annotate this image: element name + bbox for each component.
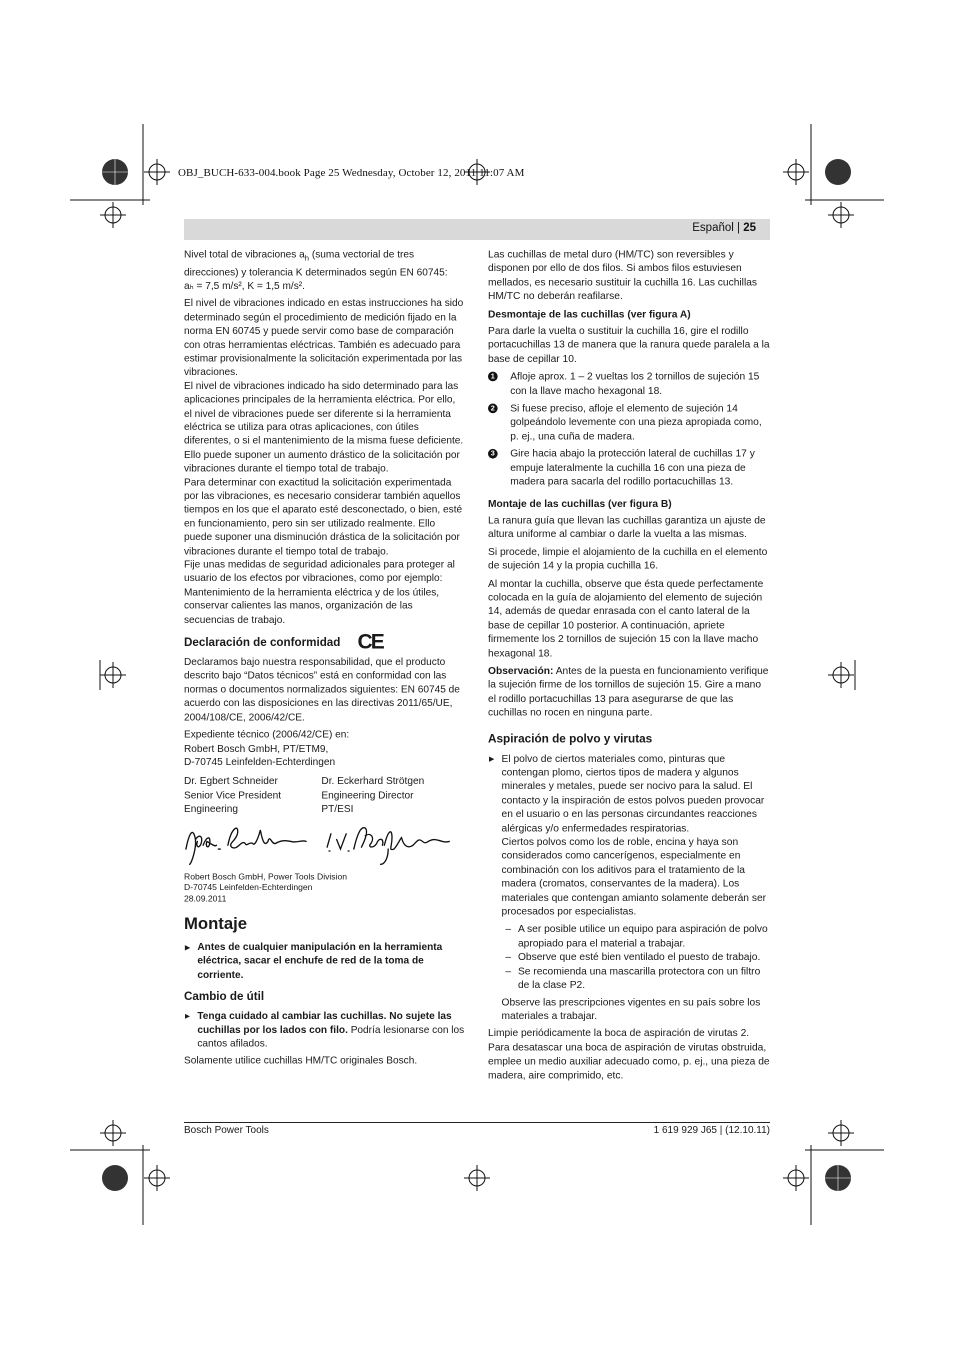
signatories	[184, 775, 466, 816]
footer-left: Bosch Power Tools	[184, 1125, 269, 1136]
declaration-paragraph: Declaramos bajo nuestra responsabilidad, que el producto descrito bajo “Datos técnicos” está en conformidad con las normas o documentos normalizados siguientes: EN 60745 de acuerdo con las disposiciones en las directivas 2011/65/UE, 2004/108/CE, 2006/42/CE.	[184, 656, 460, 723]
header-language: Español	[692, 222, 734, 234]
page-header	[692, 222, 756, 234]
declaration-heading: Declaración de conformidad CE	[184, 629, 383, 654]
step-2: 2 Si fuese preciso, afloje el elemento de sujeción 14 golpeándolo levemente con una pieza apropiada como, p. ej., una cuña de madera.	[488, 402, 770, 444]
montaje-warning: ▶ Antes de cualquier manipulación en la herramienta eléctrica, sacar el enchufe de red de la toma de corriente.	[184, 941, 466, 982]
blades-paragraph: Las cuchillas de metal duro (HM/TC) son reversibles y disponen por ello de dos filos. Si ambos filos estuviesen mellados, es necesario sustituir la cuchilla 16. Las cuchillas HM/TC no deberán reafilarse.	[488, 248, 758, 303]
step-1: 1 Afloje aprox. 1 – 2 vueltas los 2 tornillos de sujeción 15 con la llave macho hexagonal 18.	[488, 370, 770, 398]
dust-heading: Aspiración de polvo y virutas	[488, 731, 653, 746]
file-header: OBJ_BUCH-633-004.book Page 25 Wednesday, October 12, 2011 11:07 AM	[178, 167, 525, 179]
right-column	[488, 248, 770, 1086]
handwritten-signatures	[184, 820, 453, 866]
dust-dash-2: – Observe que esté bien ventilado el puesto de trabajo.	[488, 951, 770, 965]
dust-warning: ▶ El polvo de ciertos materiales como, pinturas que contengan plomo, ciertos tipos de madera y algunos minerales y metales, puede ser nocivo para la salud. El contacto y la inspiración de estos polvos pueden provocar en el usuario o en las personas circundantes reacciones alérgicas y/o enfermedades respiratorias.	[488, 752, 770, 835]
vibration-values: aₕ = 7,5 m/s², K = 1,5 m/s².	[184, 280, 305, 292]
vibration-paragraph-2: El nivel de vibraciones indicado en estas instrucciones ha sido determinado según el procedimiento de medición fijado en la norma EN 60745 y puede servir como base de comparación con otras herramientas eléctricas. También es adecuado para estimar provisionalmente la solicitación experimentada por las vibraciones.	[184, 297, 464, 379]
vibration-paragraph-5: Fije unas medidas de seguridad adicionales para proteger al usuario de los efectos por vibraciones, como por ejemplo: Mantenimiento de la herramienta eléctrica y de los útiles, conservar calientes las manos, organización de las secuencias de trabajo.	[184, 559, 455, 626]
company-block: Robert Bosch GmbH, Power Tools Division D-70745 Leinfelden-Echterdingen 28.09.2011	[184, 871, 348, 904]
header-separator: |	[733, 222, 744, 234]
mounting-paragraph-2: Si procede, limpie el alojamiento de la cuchilla en el elemento de sujeción 14 y la propia cuchilla 16.	[488, 546, 768, 572]
step-number: 2	[488, 404, 498, 414]
vibration-paragraph-1: Nivel total de vibraciones $a_h$ (suma vectorial de tres direcciones) y tolerancia K determinados según EN 60745: aₕ = 7,5 m/s², K = 1,5 m/s².	[184, 248, 448, 292]
vibration-paragraph-4: Para determinar con exactitud la solicitación experimentada por las vibraciones, es necesario considerar también aquellos tiempos en los que el aparato esté desconectado, o bien, esté en funcionamiento, pero sin ser utilizado realmente. Ello puede suponer una disminución drástica de la solicitación por vibraciones durante el tiempo total de trabajo.	[184, 476, 463, 557]
signatory-2: Dr. Eckerhard Strötgen Engineering Director PT/ESI	[321, 775, 425, 815]
mounting-heading: Montaje de las cuchillas (ver figura B)	[488, 497, 672, 510]
dust-dash-1: – A ser posible utilice un equipo para aspiración de polvo apropiado para el material a trabajar.	[488, 923, 770, 951]
removal-heading: Desmontaje de las cuchillas (ver figura A)	[488, 308, 691, 321]
ce-mark: CE	[357, 629, 383, 654]
signatory-1: Dr. Egbert Schneider Senior Vice President Engineering	[184, 775, 282, 815]
observation-paragraph: Observación: Antes de la puesta en funcionamiento verifique la sujeción firme de los tornillos de sujeción 15. Gire a mano el rodillo portacuchillas 13 para asegurarse de que las cuchillas no rocen en ninguna parte.	[488, 665, 769, 719]
left-column	[184, 248, 466, 1072]
dust-paragraph-2: Ciertos polvos como los de roble, encina y haya son considerados como cancerígenos, especialmente en combinación con los aditivos para el tratamiento de la madera (cromatos, conservantes de la madera). Los materiales que contengan amianto solamente deberán ser procesados por especialistas.	[501, 836, 767, 918]
removal-paragraph: Para darle la vuelta o sustituir la cuchilla 16, gire el rodillo portacuchillas 13 de manera que la ranura quede paralela a la base de cepillar 10.	[488, 325, 770, 365]
dust-dash-3: – Se recomienda una mascarilla protectora con un filtro de la clase P2.	[488, 964, 770, 992]
dust-paragraph-4: Limpie periódicamente la boca de aspiración de virutas 2. Para desatascar una boca de aspiración de virutas obstruida, emplee un medio auxiliar adecuado como, p. ej., una pieza de madera, aire comprimido, etc.	[488, 1027, 770, 1082]
mounting-paragraph-1: La ranura guía que llevan las cuchillas garantiza un ajuste de altura uniforme al cambiar o darle la vuelta a las mismas.	[488, 514, 766, 541]
page-number: 25	[743, 222, 756, 234]
montaje-heading: Montaje	[184, 913, 248, 934]
footer-right: 1 619 929 J65 | (12.10.11)	[653, 1125, 770, 1136]
cambio-warning: ▶ Tenga cuidado al cambiar las cuchillas. No sujete las cuchillas por los lados con filo. Podría lesionarse con los cantos afilados.	[184, 1010, 466, 1051]
step-number: 3	[488, 449, 498, 459]
cambio-heading: Cambio de útil	[184, 989, 265, 1003]
mounting-paragraph-3: Al montar la cuchilla, observe que ésta quede perfectamente colocada en la guía de alojamiento del elemento de sujeción 14, además de quedar enrasada con el canto lateral de la base de cepillar 10 posterior. A continuación, apriete firmemente los 2 tornillos de sujeción 15 con la llave macho hexagonal 18.	[488, 577, 764, 660]
vibration-paragraph-3: El nivel de vibraciones indicado ha sido determinado para las aplicaciones principales de la herramienta eléctrica. Por ello, el nivel de vibraciones puede ser diferente si la herramienta eléctrica se utiliza para otras aplicaciones, con útiles diferentes, o si el mantenimiento de la misma fuese deficiente. Ello puede suponer un aumento drástico de la solicitación por vibraciones durante el tiempo total de trabajo.	[184, 380, 464, 475]
cambio-paragraph: Solamente utilice cuchillas HM/TC originales Bosch.	[184, 1055, 418, 1068]
dust-paragraph-3: Observe las prescripciones vigentes en su país sobre los materiales a trabajar.	[501, 996, 761, 1022]
step-number: 1	[488, 372, 498, 382]
technical-file-block: Expediente técnico (2006/42/CE) en: Robert Bosch GmbH, PT/ETM9, D-70745 Leinfelden-Echterdingen	[184, 728, 350, 768]
step-3: 3 Gire hacia abajo la protección lateral de cuchillas 17 y empuje lateralmente la cuchilla 16 con una pieza de madera para sacarla del rodillo portacuchillas 13.	[488, 447, 770, 489]
footer-rule	[184, 1122, 770, 1123]
page-header-bar	[184, 219, 770, 240]
